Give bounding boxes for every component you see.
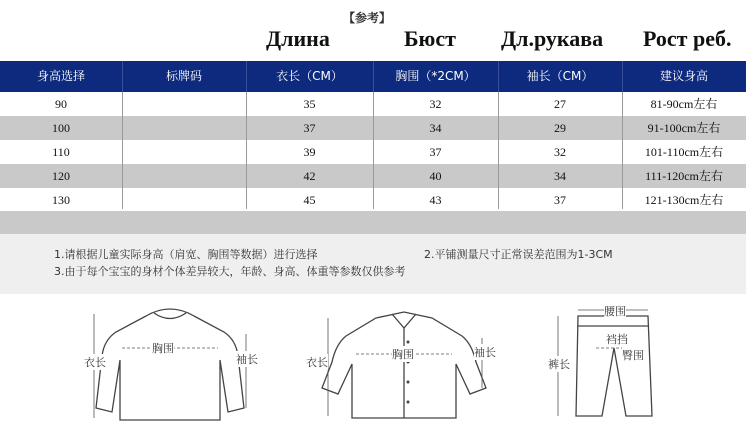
pants-length-label: 裤长 [548,358,570,371]
shirt-chest-label: 胸围 [392,348,414,361]
header-chest: 胸围（*2CM） [395,69,476,83]
shirt-sleeve-label: 袖长 [474,346,496,359]
sweater-sleeve-label: 袖长 [236,353,258,366]
header-sleeve: 袖长（CM） [526,69,594,83]
sweater-chest-label: 胸围 [152,342,174,355]
table-row: 110 39 37 32 101-110cm左右 [52,145,724,159]
column-divider [622,92,623,209]
table-row: 120 42 40 34 111-120cm左右 [0,164,746,188]
note-2: 2.平铺测量尺寸正常误差范围为1-3CM [424,248,613,261]
ru-header-bust: Бюст [404,26,456,51]
header-suggested-height: 建议身高 [659,69,708,83]
header-tag-size: 标牌码 [165,69,202,83]
table-row: 130 45 43 37 121-130cm左右 [52,193,724,207]
size-table-header [0,61,746,92]
pants-waist-label: 腰围 [604,305,626,318]
shirt-length-label: 衣长 [306,356,328,369]
sweater-diagram [88,304,258,422]
column-divider [373,92,374,209]
ru-header-height: Рост реб. [643,26,732,51]
reference-label: 【参考】 [343,11,392,25]
shirt-diagram [316,308,492,422]
table-footer-band [0,211,746,234]
column-divider [498,92,499,209]
pants-crotch-label: 裆挡 [606,333,628,346]
column-divider [122,92,123,209]
table-row: 90 35 32 27 81-90cm左右 [55,97,718,111]
header-height-choice: 身高选择 [36,69,85,83]
sweater-length-label: 衣长 [84,356,106,369]
note-3: 3.由于每个宝宝的身材个体差异较大，年龄、身高、体重等参数仅供参考 [54,265,406,278]
column-divider [246,92,247,209]
header-length: 衣长（CM） [276,69,343,83]
note-1: 1.请根据儿童实际身高（肩宽、胸围等数据）进行选择 [54,248,318,261]
table-row: 100 37 34 29 91-100cm左右 [0,116,746,140]
notes-panel [0,234,746,294]
ru-header-length: Длина [266,26,330,51]
pants-hip-label: 臀围 [622,349,644,362]
ru-header-sleeve: Дл.рукава [501,26,604,51]
